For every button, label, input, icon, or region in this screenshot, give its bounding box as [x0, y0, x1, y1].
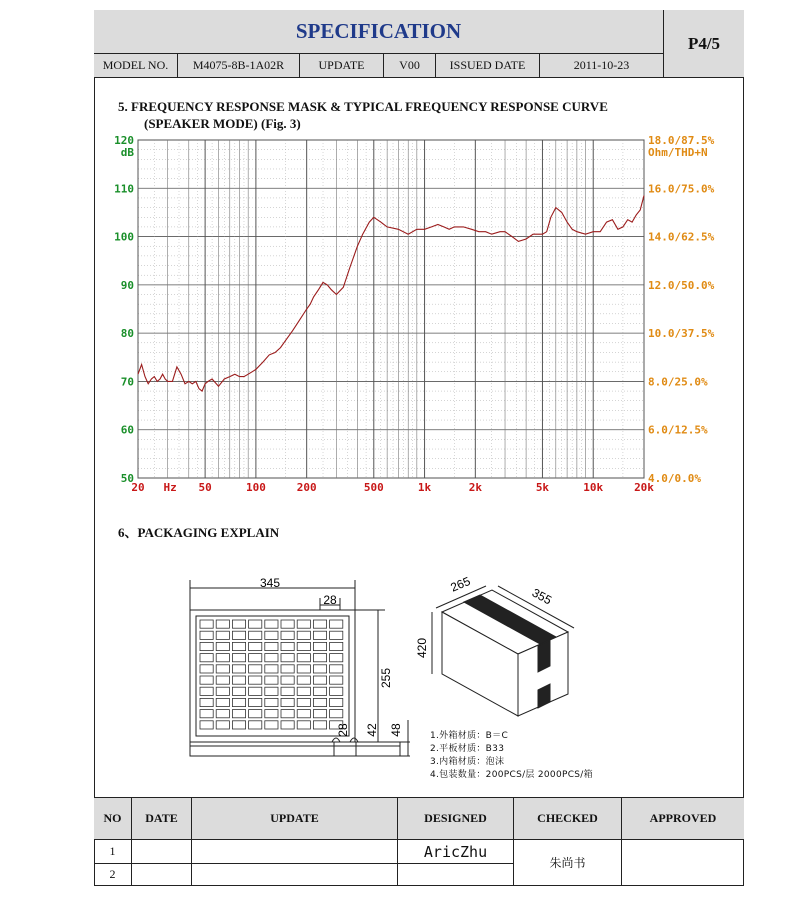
footer-header-checked: CHECKED — [514, 797, 622, 840]
y-right-tick-label: 18.0/87.5% — [648, 134, 715, 147]
tray-cell — [281, 698, 294, 706]
tray-cell — [249, 676, 262, 684]
y-left-tick-label: 100 — [114, 230, 134, 244]
y-right-tick-label: 16.0/75.0% — [648, 182, 715, 196]
page-number: P4/5 — [664, 10, 744, 78]
tray-cell — [330, 698, 343, 706]
y-left-tick-label: 50 — [120, 472, 134, 485]
tray-cell — [216, 642, 229, 650]
footer-approved-cell — [622, 840, 744, 886]
footer-header-no: NO — [94, 797, 132, 840]
x-tick-label: 2k — [468, 481, 482, 494]
tray-cell — [330, 687, 343, 695]
footer-row2-update — [192, 864, 398, 886]
tray-cell — [281, 721, 294, 729]
tray-cell — [249, 654, 262, 662]
tray-cell — [200, 642, 213, 650]
tray-cell — [232, 687, 245, 695]
tray-cell — [265, 642, 278, 650]
y-right-tick-label: 14.0/62.5% — [648, 230, 715, 244]
tray-cell — [265, 676, 278, 684]
shipping-box — [432, 586, 574, 716]
tray-cell — [265, 710, 278, 718]
tray-cell — [265, 654, 278, 662]
y-left-tick-label: 120 — [114, 134, 134, 147]
tray-cell — [313, 710, 326, 718]
side-a-label: 28 — [336, 723, 350, 737]
spec-title: SPECIFICATION — [94, 10, 664, 54]
tray-cell — [232, 620, 245, 628]
tray-cell — [313, 665, 326, 673]
tray-cell — [249, 620, 262, 628]
footer-header-date: DATE — [132, 797, 192, 840]
tray-cell — [313, 642, 326, 650]
tray-cell — [313, 654, 326, 662]
footer-row2-date — [132, 864, 192, 886]
packaging-drawing — [180, 570, 600, 780]
tray-cell — [265, 631, 278, 639]
tray-cell — [249, 721, 262, 729]
x-tick-label: 5k — [535, 481, 550, 494]
tray-cell — [330, 654, 343, 662]
tray-cell — [281, 654, 294, 662]
footer-checked-signature: 朱尚书 — [514, 840, 622, 886]
box-height-label: 420 — [415, 637, 429, 659]
y-right-tick-label: 8.0/25.0% — [648, 375, 708, 389]
tray-cell — [200, 654, 213, 662]
tray-cell — [232, 631, 245, 639]
y-right-tick-label: 4.0/0.0% — [648, 472, 701, 485]
footer-row2-no: 2 — [94, 864, 132, 886]
y-left-tick-label: 60 — [120, 423, 134, 437]
y-left-tick-label: 70 — [120, 375, 134, 389]
tray-cell — [249, 710, 262, 718]
tray-cell — [249, 642, 262, 650]
tray-cell — [330, 665, 343, 673]
x-tick-label: 200 — [296, 481, 317, 494]
tray-cell — [200, 676, 213, 684]
tray-cell — [216, 721, 229, 729]
tray-cell — [200, 631, 213, 639]
packaging-note-3: 3.内箱材质：泡沫 — [430, 757, 505, 767]
tray-cell — [313, 698, 326, 706]
y-left-tick-label: 80 — [120, 327, 134, 341]
y-right-unit: Ohm/THD+N — [648, 146, 708, 159]
tray-cell — [200, 698, 213, 706]
update-label: UPDATE — [300, 54, 384, 78]
tray-cell — [232, 721, 245, 729]
tray-cell — [216, 631, 229, 639]
tray-cell — [281, 710, 294, 718]
tray-cell — [216, 698, 229, 706]
update-value: V00 — [384, 54, 436, 78]
tray-cell — [281, 676, 294, 684]
tray-cell — [265, 698, 278, 706]
y-right-tick-label: 10.0/37.5% — [648, 327, 715, 341]
tray-cell — [313, 620, 326, 628]
box-depth-label: 355 — [529, 585, 555, 608]
y-right-tick-label: 6.0/12.5% — [648, 423, 708, 437]
tray-cell — [297, 665, 310, 673]
tray-cell — [232, 642, 245, 650]
footer-header-designed: DESIGNED — [398, 797, 514, 840]
tray-cell — [281, 642, 294, 650]
y-right-tick-label: 12.0/50.0% — [648, 278, 715, 292]
model-value: M4075-8B-1A02R — [178, 54, 300, 78]
tray-cell — [216, 710, 229, 718]
side-c-label: 48 — [389, 723, 403, 737]
y-left-tick-label: 110 — [114, 182, 134, 196]
tray-cell — [330, 642, 343, 650]
footer-header-update: UPDATE — [192, 797, 398, 840]
tray-cell — [265, 721, 278, 729]
tray-cell — [297, 676, 310, 684]
tray-top-view — [190, 580, 385, 742]
tray-cell — [281, 620, 294, 628]
tray-cell — [200, 721, 213, 729]
plot-frame — [138, 140, 644, 478]
x-tick-label: 20 — [131, 481, 145, 494]
tray-cell — [281, 665, 294, 673]
tray-cell — [330, 620, 343, 628]
footer-designed-signature: AricZhu — [398, 840, 514, 864]
x-tick-label: 1k — [417, 481, 432, 494]
tray-cell — [232, 698, 245, 706]
tray-cell — [330, 676, 343, 684]
tray-cell — [313, 676, 326, 684]
issued-value: 2011-10-23 — [540, 54, 664, 78]
tray-cell — [297, 721, 310, 729]
tray-width-label: 345 — [259, 576, 281, 590]
tray-cell — [265, 620, 278, 628]
tray-cell — [297, 620, 310, 628]
section5-title-line1: 5. FREQUENCY RESPONSE MASK & TYPICAL FREQUENCY RESPONSE CURVE — [118, 99, 608, 114]
tray-cell — [297, 687, 310, 695]
tray-cell — [330, 631, 343, 639]
tray-cell — [297, 698, 310, 706]
tray-cell — [200, 620, 213, 628]
frequency-response-chart — [100, 130, 720, 500]
tray-cell — [313, 721, 326, 729]
tray-cell — [232, 665, 245, 673]
issued-label: ISSUED DATE — [436, 54, 540, 78]
tray-cell — [200, 710, 213, 718]
tray-cell — [265, 665, 278, 673]
frequency-response-curve — [138, 196, 644, 392]
tray-cell — [232, 710, 245, 718]
tray-cell — [232, 676, 245, 684]
section6-title: 6、PACKAGING EXPLAIN — [118, 525, 280, 540]
tray-cell — [297, 654, 310, 662]
footer-row1-date — [132, 840, 192, 864]
tray-cell — [216, 676, 229, 684]
tray-cell — [313, 631, 326, 639]
tray-cell — [216, 687, 229, 695]
footer-row1-no: 1 — [94, 840, 132, 864]
tray-cell — [200, 687, 213, 695]
tray-cell — [249, 631, 262, 639]
side-b-label: 42 — [365, 723, 379, 737]
tray-cell — [216, 654, 229, 662]
tray-cell — [249, 665, 262, 673]
tray-cell — [281, 631, 294, 639]
tray-cell — [200, 665, 213, 673]
box-width-label: 265 — [448, 573, 473, 595]
tray-cell — [249, 687, 262, 695]
packaging-note-1: 1.外箱材质：B＝C — [430, 731, 509, 741]
x-tick-label: 500 — [363, 481, 384, 494]
x-tick-label: 50 — [198, 481, 212, 494]
tray-cell — [249, 698, 262, 706]
tray-cell — [313, 687, 326, 695]
x-tick-label: Hz — [163, 481, 177, 494]
tray-cell — [265, 687, 278, 695]
x-tick-label: 10k — [583, 481, 604, 494]
tray-cell — [232, 654, 245, 662]
model-label: MODEL NO. — [94, 54, 178, 78]
packaging-note-2: 2.平板材质：B33 — [430, 744, 505, 754]
chart-grid — [138, 140, 644, 478]
y-left-tick-label: 90 — [120, 278, 134, 292]
packaging-note-4: 4.包装数量：200PCS/层 2000PCS/箱 — [430, 770, 593, 780]
footer-header-approved: APPROVED — [622, 797, 744, 840]
tray-cell — [297, 710, 310, 718]
tray-cell — [330, 710, 343, 718]
tray-cell — [216, 620, 229, 628]
footer-row2-designed — [398, 864, 514, 886]
footer-row1-update — [192, 840, 398, 864]
y-left-unit: dB — [120, 146, 134, 159]
tray-height-label: 255 — [379, 667, 393, 689]
x-tick-label: 20k — [634, 481, 654, 494]
cell-width-label: 28 — [323, 593, 337, 607]
tray-cell — [216, 665, 229, 673]
tray-cell — [297, 631, 310, 639]
x-tick-label: 100 — [245, 481, 266, 494]
tray-cell — [281, 687, 294, 695]
section5-title-line2: (SPEAKER MODE) (Fig. 3) — [144, 116, 301, 131]
tray-cell — [297, 642, 310, 650]
